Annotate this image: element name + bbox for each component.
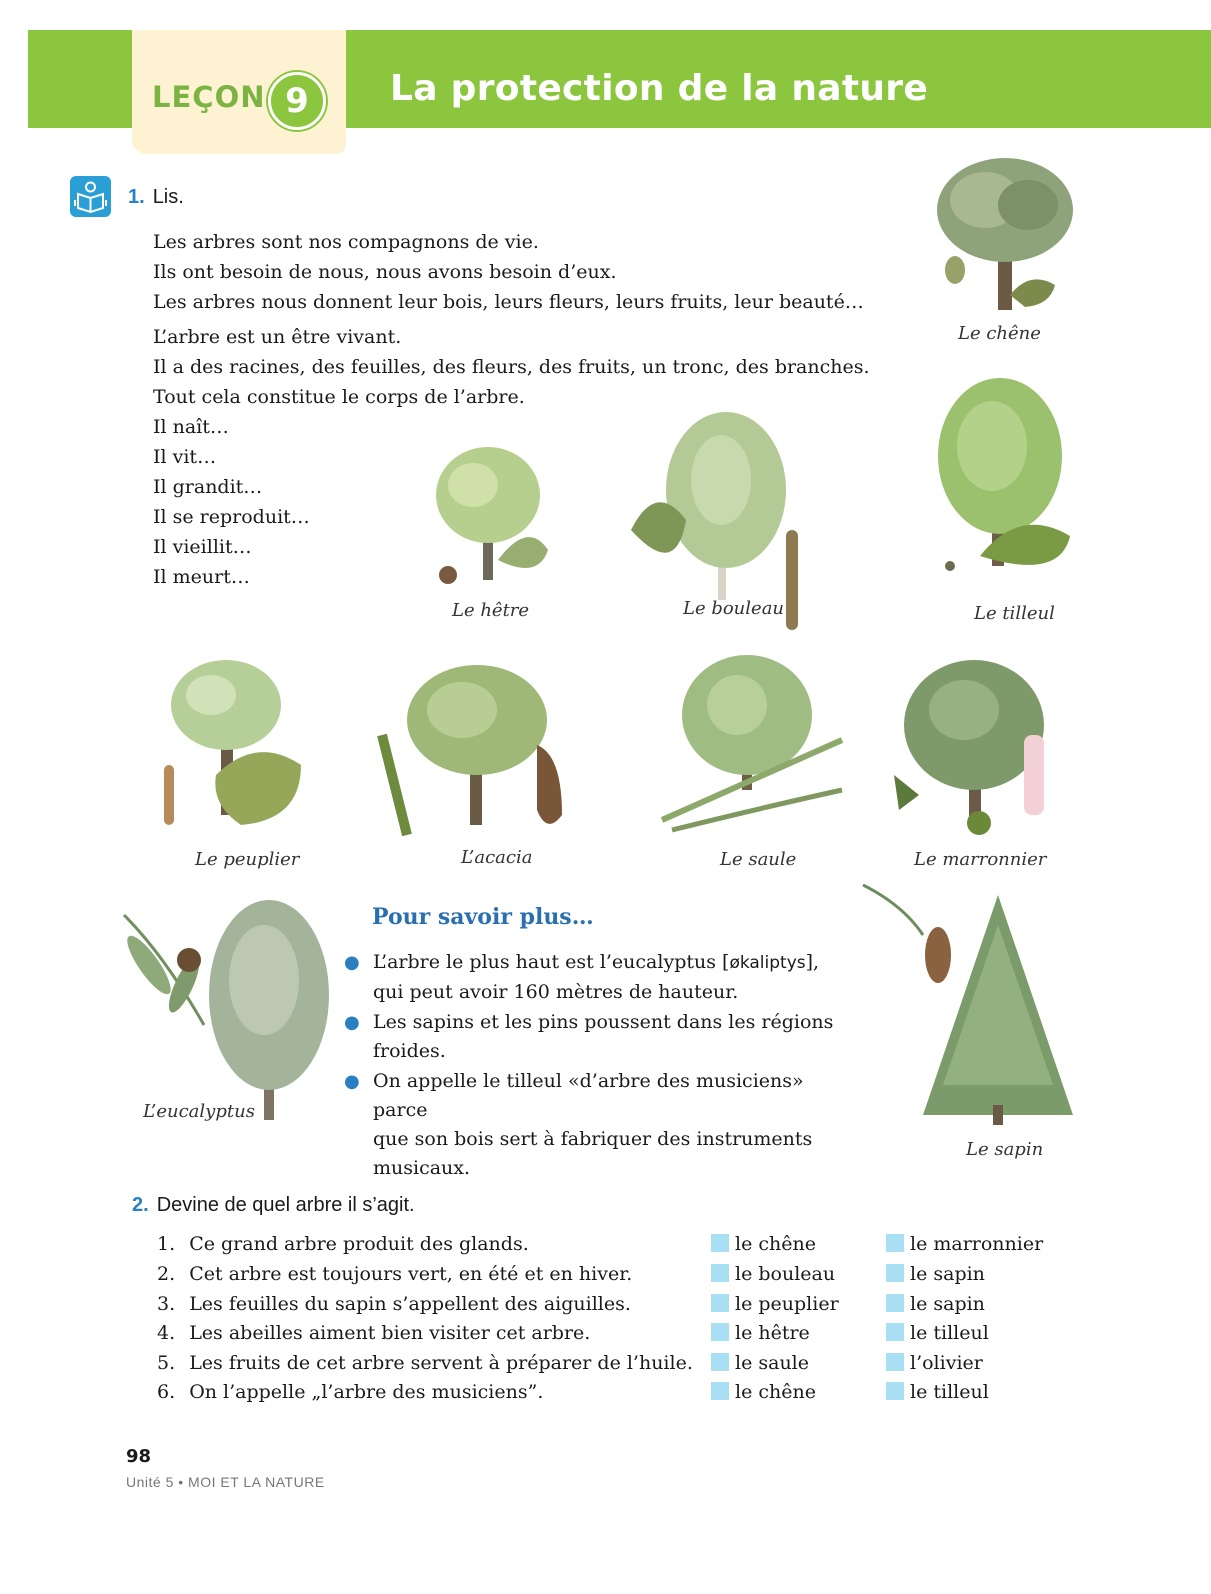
fact-3-line1: On appelle le tilleul «d’arbre des musiciens» parce: [373, 1070, 804, 1121]
reading-line: Les arbres nous donnent leur bois, leurs fleurs, leurs fruits, leur beauté…: [153, 291, 864, 313]
willow-illustration: [652, 650, 847, 840]
checkbox[interactable]: [711, 1294, 729, 1312]
option-label: le peuplier: [735, 1293, 839, 1315]
question-text: Les feuilles du sapin s’appellent des aiguilles.: [189, 1293, 631, 1315]
checkbox[interactable]: [711, 1323, 729, 1341]
reading-line: Tout cela constitue le corps de l’arbre.: [153, 386, 525, 408]
option-label: le sapin: [910, 1263, 985, 1285]
reading-line: Il meurt…: [153, 566, 250, 588]
question-row: [157, 1293, 631, 1315]
question-number: 4.: [157, 1322, 176, 1344]
fact-bullet: [344, 1067, 864, 1179]
answer-option[interactable]: [886, 1233, 1043, 1255]
option-label: le chêne: [735, 1233, 816, 1255]
linden-illustration: [920, 376, 1080, 591]
fact-text: [373, 1067, 863, 1183]
lesson-number-badge: 9: [268, 72, 326, 130]
checkbox[interactable]: [886, 1294, 904, 1312]
beech-illustration: [428, 440, 558, 590]
checkbox[interactable]: [886, 1264, 904, 1282]
exercise-1-number: 1.: [128, 186, 145, 208]
reading-book-icon: [70, 176, 111, 217]
reading-line: Il se reproduit…: [153, 506, 310, 528]
question-row: [157, 1352, 693, 1374]
bullet-dot-icon: ●: [344, 1012, 360, 1033]
eucalyptus-illustration: [104, 895, 334, 1130]
fact-3-line3: musicaux.: [373, 1157, 471, 1179]
question-text: On l’appelle „l’arbre des musiciens”.: [189, 1381, 544, 1403]
caption-oak: Le chêne: [958, 323, 1041, 344]
poplar-illustration: [156, 655, 316, 840]
caption-birch: Le bouleau: [683, 598, 785, 619]
caption-poplar: Le peuplier: [195, 849, 300, 870]
question-row: [157, 1233, 529, 1255]
reading-line: Il naît…: [153, 416, 229, 438]
bullet-dot-icon: ●: [344, 1071, 360, 1092]
fact-1-phonetic: økaliptys: [729, 953, 806, 973]
question-text: Ce grand arbre produit des glands.: [189, 1233, 529, 1255]
page-number: 98: [126, 1446, 152, 1467]
reading-line: Il grandit…: [153, 476, 263, 498]
unit-footer: Unité 5 • MOI ET LA NATURE: [126, 1474, 325, 1490]
fact-1-part2: ],: [805, 951, 820, 973]
fact-3-line2: que son bois sert à fabriquer des instruments: [373, 1128, 813, 1150]
reading-line: Il vieillit…: [153, 536, 252, 558]
option-label: le chêne: [735, 1381, 816, 1403]
fir-illustration: [858, 880, 1083, 1130]
option-label: le tilleul: [910, 1322, 989, 1344]
answer-option[interactable]: [711, 1233, 816, 1255]
answer-option[interactable]: [886, 1263, 985, 1285]
pour-savoir-plus-title: Pour savoir plus…: [372, 904, 594, 930]
lesson-title: La protection de la nature: [390, 68, 929, 109]
fact-bullet: [344, 948, 864, 1006]
question-row: [157, 1322, 590, 1344]
fact-text: [373, 1008, 863, 1066]
question-number: 2.: [157, 1263, 176, 1285]
checkbox[interactable]: [711, 1353, 729, 1371]
question-row: [157, 1381, 543, 1403]
fact-text: [373, 948, 863, 1007]
answer-option[interactable]: [886, 1293, 985, 1315]
checkbox[interactable]: [886, 1382, 904, 1400]
question-text: Cet arbre est toujours vert, en été et en hiver.: [189, 1263, 633, 1285]
answer-option[interactable]: [711, 1322, 810, 1344]
option-label: le marronnier: [910, 1233, 1044, 1255]
question-number: 6.: [157, 1381, 176, 1403]
answer-option[interactable]: [886, 1322, 989, 1344]
option-label: le bouleau: [735, 1263, 836, 1285]
caption-chestnut: Le marronnier: [914, 849, 1047, 870]
question-number: 3.: [157, 1293, 176, 1315]
fact-1-part1: L’arbre le plus haut est l’eucalyptus [: [373, 951, 730, 973]
caption-eucalyptus: L’eucalyptus: [143, 1101, 255, 1122]
option-label: le sapin: [910, 1293, 985, 1315]
question-text: Les abeilles aiment bien visiter cet arbre.: [189, 1322, 591, 1344]
exercise-2-label: Devine de quel arbre il s’agit.: [156, 1194, 415, 1216]
question-row: [157, 1263, 632, 1285]
exercise-1-label: Lis.: [152, 186, 184, 208]
checkbox[interactable]: [886, 1323, 904, 1341]
reading-line: L’arbre est un être vivant.: [153, 326, 402, 348]
reading-line: Il vit…: [153, 446, 217, 468]
fact-2-line1: Les sapins et les pins poussent dans les régions: [373, 1011, 834, 1033]
answer-option[interactable]: [886, 1381, 989, 1403]
checkbox[interactable]: [711, 1382, 729, 1400]
caption-linden: Le tilleul: [974, 603, 1055, 624]
fact-2-line2: froides.: [373, 1040, 446, 1062]
caption-beech: Le hêtre: [452, 600, 530, 621]
option-label: l’olivier: [910, 1352, 983, 1374]
checkbox[interactable]: [886, 1353, 904, 1371]
option-label: le hêtre: [735, 1322, 810, 1344]
exercise-2-header: [132, 1194, 415, 1217]
question-number: 1.: [157, 1233, 176, 1255]
chestnut-illustration: [884, 655, 1059, 845]
answer-option[interactable]: [711, 1263, 835, 1285]
question-text: Les fruits de cet arbre servent à préparer de l’huile.: [189, 1352, 693, 1374]
fact-1-line2: qui peut avoir 160 mètres de hauteur.: [373, 981, 739, 1003]
lesson-label: LEÇON: [152, 80, 266, 114]
answer-option[interactable]: [711, 1381, 816, 1403]
answer-option[interactable]: [711, 1352, 809, 1374]
exercise-1-header: [128, 186, 184, 209]
bullet-dot-icon: ●: [344, 952, 360, 973]
answer-option[interactable]: [886, 1352, 983, 1374]
reading-line: Il a des racines, des feuilles, des fleurs, des fruits, un tronc, des branches.: [153, 356, 870, 378]
caption-fir: Le sapin: [966, 1139, 1044, 1160]
option-label: le saule: [735, 1352, 809, 1374]
question-number: 5.: [157, 1352, 176, 1374]
checkbox[interactable]: [886, 1234, 904, 1252]
checkbox[interactable]: [711, 1264, 729, 1282]
oak-illustration: [930, 150, 1080, 320]
acacia-illustration: [372, 655, 582, 850]
answer-option[interactable]: [711, 1293, 839, 1315]
exercise-2-number: 2.: [132, 1194, 149, 1216]
caption-willow: Le saule: [720, 849, 797, 870]
option-label: le tilleul: [910, 1381, 989, 1403]
checkbox[interactable]: [711, 1234, 729, 1252]
reading-line: Les arbres sont nos compagnons de vie.: [153, 231, 539, 253]
caption-acacia: L’acacia: [461, 847, 533, 868]
reading-line: Ils ont besoin de nous, nous avons besoin d’eux.: [153, 261, 617, 283]
fact-bullet: [344, 1008, 864, 1066]
